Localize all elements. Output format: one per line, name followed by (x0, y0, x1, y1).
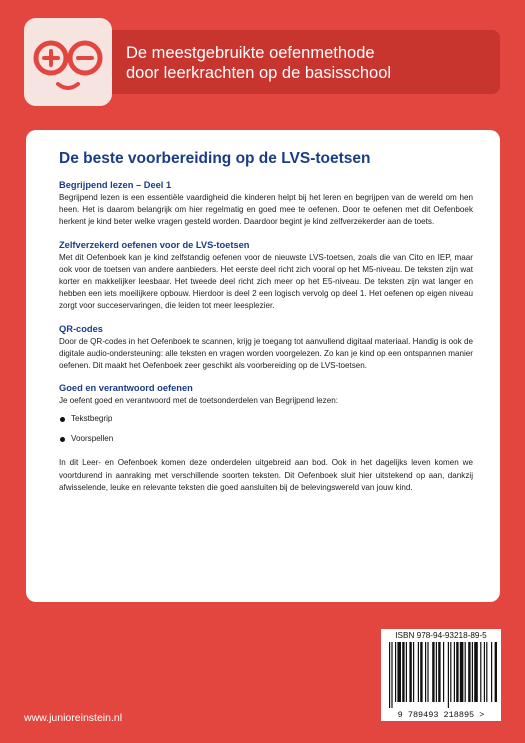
section-text: Begrijpend lezen is een essentiële vaardigheid die kinderen helpt bij het leren en begrijpen van de wereld om hen heen. Het is daarom belangrijk om hier regelmatig en goed mee te oefenen. Door te oefenen met dit Oefenboek herkent je kind beter welke vragen gesteld worden. Daardoor begint je kind zelfverzekerder aan de toets. (59, 193, 473, 227)
section-begrijpend-lezen (59, 179, 473, 229)
content-card (26, 130, 500, 602)
section-text: Met dit Oefenboek kan je kind zelfstandig oefenen voor de nieuwste LVS-toetsen, zoals die van Cito en IEP, maar ook voor de toetsen van andere aanbieders. Het eerste deel richt zich vooral op het M5-niveau. De teksten zijn wat korter en makkelijker leesbaar. Het tweede deel richt zich meer op het E5-niveau. De teksten zijn wat langer en hebben een iets moeilijkere opbouw. Hierdoor is deel 2 een logisch vervolg op deel 1. Het oefenen op eigen niveau zorgt voor succeservaringen, die leiden tot meer leesplezier. (59, 252, 473, 311)
list-item (59, 433, 473, 445)
smiley-glasses-icon (24, 18, 112, 106)
barcode-icon (383, 642, 499, 720)
barcode-digits: 9 789493 218895 > (397, 710, 485, 720)
publisher-logo (24, 18, 112, 106)
isbn-barcode (381, 629, 501, 721)
website-link[interactable]: www.junioreinstein.nl (24, 712, 123, 724)
tagline-banner (112, 30, 500, 94)
section-title: Zelfverzekerd oefenen voor de LVS-toetsen (59, 239, 250, 250)
bullet-icon (60, 437, 65, 442)
section-text: Door de QR-codes in het Oefenboek te scannen, krijg je toegang tot aanvullend digitaal materiaal. Handig is ook de digitale audio-ondersteuning: alle teksten en vragen worden voorgelezen. Zo kan je kind op een ontspannen manier oefenen. Dit maakt het Oefenboek zeer geschikt als voorbereiding op de LVS-toetsen. (59, 336, 473, 371)
list-item-label: Tekstbegrip (71, 414, 113, 424)
section-zelfverzekerd-oefenen (59, 239, 473, 313)
section-goed-oefenen (59, 382, 473, 494)
section-title: Goed en verantwoord oefenen (59, 383, 193, 394)
section-qr-codes (59, 323, 473, 373)
section-text-continued: In dit Leer- en Oefenboek komen deze onderdelen uitgebreid aan bod. Ook in het dagelijks leven komen we voortdurend in aanraking met verschillende soorten teksten. Dit Oefenboek sluit hier uitstekend op aan, dankzij afwisselende, leuke en relevante teksten die goed aansluiten bij de belevingswereld van jouw kind. (59, 458, 473, 492)
section-title: QR-codes (59, 323, 103, 334)
bullet-list (59, 413, 473, 445)
page-title: De beste voorbereiding op de LVS-toetsen (59, 150, 371, 167)
isbn-label: ISBN 978-94-93218-89-5 (395, 631, 487, 640)
list-item (59, 413, 473, 425)
bullet-icon (60, 417, 65, 422)
section-text: Je oefent goed en verantwoord met de toetsonderdelen van Begrijpend lezen: (59, 396, 338, 406)
list-item-label: Voorspellen (71, 434, 114, 444)
section-title: Begrijpend lezen – Deel 1 (59, 180, 172, 190)
tagline: De meestgebruikte oefenmethode door leerkrachten op de basisschool (126, 44, 392, 82)
